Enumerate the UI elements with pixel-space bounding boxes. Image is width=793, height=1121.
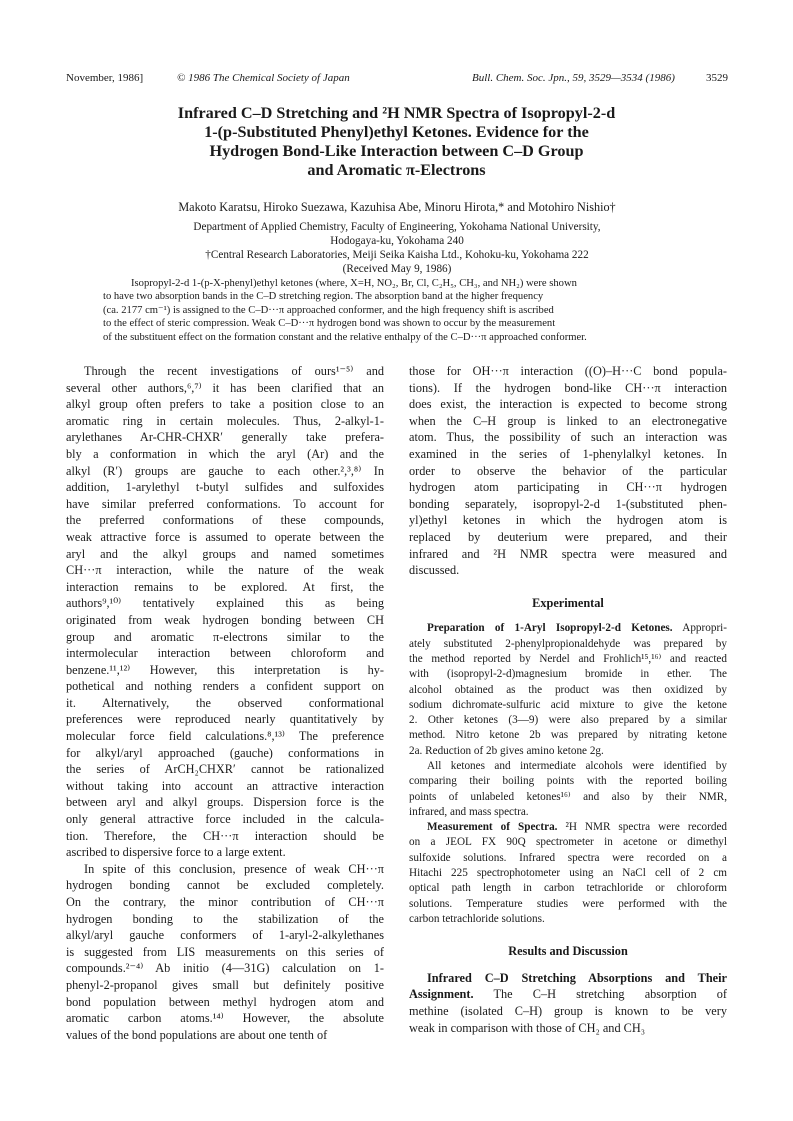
text-line: In spite of this conclusion, presence of weak CH···π	[84, 861, 384, 876]
text-line: yl)ethyl ketones in which the hydrogen atom is	[409, 513, 727, 528]
text-line: method. Nitro ketone 2b was prepared by nitrating ketone	[409, 729, 727, 742]
intro-paragraph-1	[66, 363, 384, 861]
title-line: 1-(p-Substituted Phenyl)ethyl Ketones. Evidence for the	[204, 123, 589, 141]
text-line: discussed.	[409, 563, 460, 578]
preparation-paragraph	[409, 621, 727, 759]
text-line: the series of ArCH₂CHXR′ cannot be rationalized	[66, 762, 384, 777]
text-line: for alkyl/aryl approached (gauche) conformations in	[66, 745, 384, 760]
left-column	[66, 363, 384, 1043]
text-line: infrared, and mass spectra.	[409, 805, 529, 818]
author-list: Makoto Karatsu, Hiroko Suezawa, Kazuhisa Abe, Minoru Hirota,* and Motohiro Nishio†	[178, 200, 616, 214]
text-line: pothetical and nothing renders a confident support on	[66, 679, 384, 694]
text-line: optical path length in carbon tetrachloride or chloroform	[409, 882, 727, 895]
text-line: is suggested from LIS measurements on this series of	[66, 944, 384, 959]
text-line: several other authors,⁶,⁷⁾ it has been clarified that an	[66, 380, 384, 395]
text-line: All ketones and intermediate alcohols were identified by	[427, 759, 727, 772]
issue-date: November, 1986]	[66, 72, 144, 84]
text-line: with (isopropyl-2-d)magnesium bromide in ether. The	[409, 668, 727, 681]
abstract-line: of the substituent effect on the formation constant and the relative enthalpy of the C–D···π approached conformer.	[103, 331, 587, 343]
text-line: alkyl (R′) groups are gauche to each other.²,³,⁸⁾ In	[66, 463, 384, 478]
text-line: 2a. Reduction of 2b gives amino ketone 2g.	[409, 744, 604, 757]
text-line: benzene.¹¹,¹²⁾ However, this interpretation is hy-	[66, 662, 384, 677]
abstract	[103, 277, 694, 344]
text-line: hydrogen bonding to the stabilization of the	[66, 911, 384, 926]
affiliation-line: †Central Research Laboratories, Meiji Seika Kaisha Ltd., Kohoku-ku, Yokohama 222	[205, 249, 589, 261]
text-line: phenyl-2-propanol gives small but definitely positive	[66, 977, 384, 992]
text-line: ascribed to dispersive force to a large extent.	[66, 845, 286, 860]
abstract-line: Isopropyl-2-d 1-(p-X-phenyl)ethyl ketones (where, X=H, NO₂, Br, Cl, C₂H₅, CH₃, and NH₂) were shown	[131, 278, 577, 289]
text-line: alcohol obtained as the product was then oxidized by	[409, 683, 727, 696]
text-line: Hitachi 225 spectrophotometer using an NaCl cell of 2 cm	[409, 867, 727, 880]
results-heading: Results and Discussion	[508, 944, 628, 959]
text-line: have similar preferred conformations. To account for	[66, 496, 384, 511]
text-line: infrared and ²H NMR spectra were measured and	[409, 546, 727, 561]
text-line: comparing their boiling points with the reported boiling	[409, 775, 727, 788]
text-line: interaction remains to be explored. At first, the	[66, 579, 384, 594]
text-line: 2. Other ketones (3—9) were also prepared by a similar	[409, 714, 727, 727]
text-line: the method reported by Nerdel and Frohlich¹⁵,¹⁶⁾ and reacted	[409, 652, 727, 665]
experimental-heading: Experimental	[532, 595, 604, 610]
text-line: the preferred conformations of these compounds,	[66, 513, 384, 528]
text-line: tion. Therefore, the CH···π interaction should be	[66, 828, 384, 843]
journal-citation: Bull. Chem. Soc. Jpn., 59, 3529—3534 (1986)	[472, 72, 675, 84]
text-line: order to observe the behavior of the particular	[409, 463, 727, 478]
affiliation-line: Department of Applied Chemistry, Faculty of Engineering, Yokohama National University,	[193, 221, 601, 233]
text-line: those for OH···π interaction ((O)–H···C bond popula-	[409, 364, 727, 378]
text-line: Preparation of 1-Aryl Isopropyl-2-d Ketones. Appropri-	[427, 622, 727, 635]
text-line: hydrogen bonding cannot be excluded completely.	[66, 878, 384, 893]
text-line: carbon tetrachloride solutions.	[409, 912, 545, 925]
text-line: Through the recent investigations of ours¹⁻⁵⁾ and	[84, 364, 384, 378]
text-line: does exist, the interaction is expected to become strong	[409, 397, 727, 412]
text-line: weak attractive force is assumed to operate between the	[66, 529, 384, 544]
text-line: sodium dichromate-sulfuric acid mixture to give the ketone	[409, 698, 727, 711]
text-line: bonding separately, isopropyl-2-d 1-(substituted phen-	[409, 496, 727, 511]
identification-paragraph	[409, 759, 727, 820]
text-line: values of the bond populations are about one tenth of	[66, 1027, 328, 1042]
text-line: bly a conformation in which the aryl (Ar) and the	[66, 446, 384, 461]
title-line: Hydrogen Bond-Like Interaction between C–D Group	[209, 142, 584, 160]
text-line: group and aromatic π-electrons similar to the	[66, 629, 384, 644]
text-line: alkyl/aryl gauche conformers of 1-aryl-2-alkylethanes	[66, 928, 384, 943]
text-line: addition, 1-arylethyl t-butyl sulfides and sulfoxides	[66, 480, 384, 495]
text-line: Assignment. The C–H stretching absorption of	[409, 987, 727, 1002]
text-line: compounds.²⁻⁴⁾ Ab initio (4—31G) calculation on 1-	[66, 961, 384, 976]
text-line: replaced by deuterium were prepared, and their	[409, 529, 727, 544]
text-line: alkyl group often prefers to take a position close to an	[66, 397, 384, 412]
text-line: ately substituted 2-phenylpropionaldehyde was prepared by	[409, 637, 727, 650]
text-line: on a JEOL FX 90Q spectrometer in acetone or dimethyl	[409, 836, 727, 849]
text-line: between aryl and alkyl groups. Dispersion force is the	[66, 795, 384, 810]
text-line: Measurement of Spectra. ²H NMR spectra were recorded	[427, 821, 728, 834]
text-line: aromatic carbon atoms.¹⁴⁾ However, the absolute	[66, 1011, 384, 1026]
copyright-notice: © 1986 The Chemical Society of Japan	[177, 72, 350, 84]
text-line: it. Alternatively, the observed conformational	[66, 695, 384, 710]
text-line: atom. Thus, the possibility of such an interaction was	[409, 430, 727, 445]
paper-title	[100, 104, 693, 180]
text-line: when the C–H group is linked to an electronegative	[409, 413, 727, 428]
text-line: arylethanes Ar-CHR-CHXR′ generally take prefera-	[66, 430, 384, 445]
text-line: tions). If the hydrogen bond-like CH···π interaction	[409, 380, 727, 395]
text-line: Infrared C–D Stretching Absorptions and Their	[427, 970, 727, 985]
text-line: aromatic ring in certain molecules. Thus, 2-alkyl-1-	[66, 413, 384, 428]
text-line: preferences were reproduced nearly quantitatively by	[66, 712, 384, 727]
text-line: authors⁹,¹⁰⁾ tentatively explained this as being	[66, 596, 384, 611]
abstract-line: to the effect of steric compression. Weak C–D···π hydrogen bond was shown to occur by the measurement	[103, 318, 556, 330]
page-number: 3529	[706, 72, 728, 84]
received-date: (Received May 9, 1986)	[342, 263, 452, 275]
text-line: hydrogen atom participating in CH···π hydrogen	[409, 480, 727, 495]
text-line: points of unlabeled ketones¹⁶⁾ and also by their NMR,	[409, 790, 727, 803]
title-line: Infrared C–D Stretching and ²H NMR Spectra of Isopropyl-2-d	[177, 104, 616, 122]
results-paragraph	[409, 970, 727, 1036]
text-line: bond population between methyl hydrogen atom and	[66, 994, 384, 1009]
title-line: and Aromatic π-Electrons	[307, 161, 486, 179]
text-line: methine (isolated C–H) group is known to be very	[409, 1004, 727, 1019]
text-line: examined in the series of 1-phenylalkyl ketones. In	[409, 446, 727, 461]
text-line: without taking into account an attractive interaction	[66, 778, 384, 793]
measurement-paragraph	[409, 820, 727, 927]
abstract-line: to have two absorption bands in the C–D stretching region. The absorption band at the higher frequency	[103, 291, 544, 303]
text-line: molecular force field calculations.⁸,¹³⁾ The preference	[66, 729, 384, 744]
abstract-line: (ca. 2177 cm⁻¹) is assigned to the C–D···π approached conformer, and the high frequency shift is ascribed	[103, 304, 554, 316]
right-column	[409, 363, 727, 1036]
intro-paragraph-2	[66, 861, 384, 1044]
text-line: On the contrary, the minor contribution of CH···π	[66, 895, 384, 909]
text-line: weak in comparison with those of CH₂ and CH₃	[409, 1020, 646, 1035]
text-line: sulfoxide solutions. Infrared spectra were recorded on a	[409, 851, 727, 864]
text-line: originated from weak hydrogen bonding between CH	[66, 612, 384, 627]
text-line: solutions. Temperature studies were performed with the	[409, 897, 727, 910]
text-line: intermolecular interaction between chloroform and	[66, 646, 384, 661]
intro-paragraph-3	[409, 363, 727, 579]
text-line: only general attractive force included in the calcula-	[66, 812, 384, 827]
affiliation-line: Hodogaya-ku, Yokohama 240	[330, 235, 464, 247]
running-head	[66, 72, 728, 88]
text-line: CH···π interaction, while the nature of the weak	[66, 563, 384, 578]
text-line: aryl and the alkyl groups and named sometimes	[66, 546, 384, 561]
